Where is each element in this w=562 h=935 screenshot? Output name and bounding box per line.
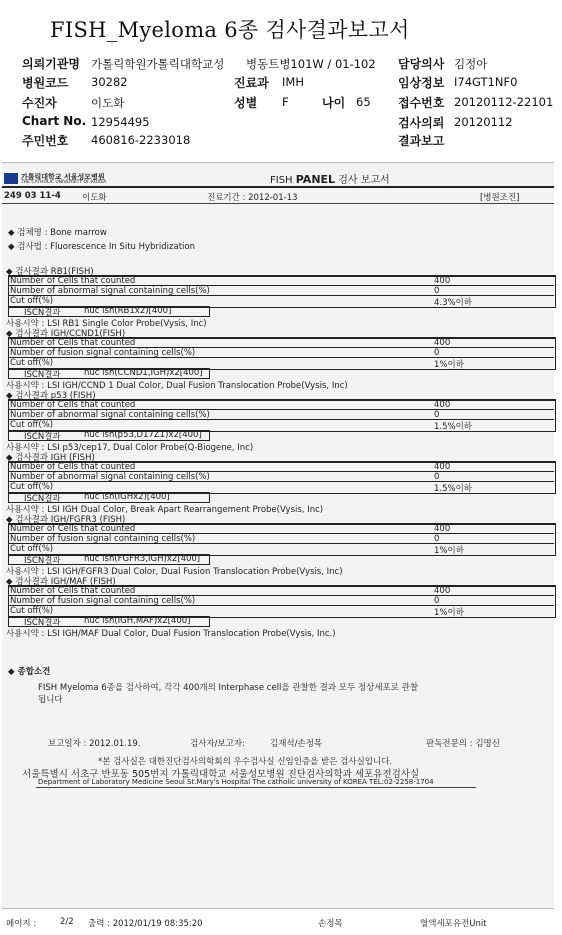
summary-line-1: FISH Myeloma 6종을 검사하여, 각각 400개의 Interphase cell을 관찰한 결과 모두 정상세포로 관찰 <box>38 683 419 693</box>
field-label-chart-no: Chart No. <box>22 114 87 128</box>
iscn-result: nuc ish(CCND1,IGH)x2[400] <box>84 368 203 378</box>
lab-unit: 혈액세포유전Unit <box>420 919 487 929</box>
row-value: 400 <box>434 338 451 348</box>
field-value-sex: F <box>282 95 289 109</box>
iscn-label: ISCN결과 <box>24 618 61 628</box>
reporter-label: 검사자/보고자: <box>190 739 245 749</box>
hospital-name-en: THE CATHOLIC UNIVERSITY OF KOREA <box>21 180 107 185</box>
field-label-request-date: 검사의뢰 <box>398 116 445 130</box>
lab-department-en: Department of Laboratory Medicine Seoul St.Mary's Hospital The catholic university of KOREA TEL:02-2258-1704 <box>38 778 434 786</box>
row-value: 0 <box>434 472 440 482</box>
hospital-name: 가톨릭대학교 서울성모병원 <box>21 173 105 181</box>
hospital-logo <box>4 173 18 184</box>
row-value: 1.5%이하 <box>434 484 473 494</box>
row-value: 0 <box>434 596 440 606</box>
row-value: 1%이하 <box>434 608 464 618</box>
page-label: 페이지 : <box>6 919 37 929</box>
row-label: Number of Cells that counted <box>10 400 136 410</box>
probe-reagent: 사용시약 : LSI IGH Dual Color, Break Apart Rearrangement Probe(Vysis, Inc) <box>6 505 324 515</box>
row-value: 1.5%이하 <box>434 422 473 432</box>
field-label-patient: 수진자 <box>22 96 57 110</box>
probe-reagent: 사용시약 : LSI IGH/MAF Dual Color, Dual Fusion Translocation Probe(Vysis, Inc.) <box>6 629 336 639</box>
row-value: 400 <box>434 524 451 534</box>
section-title: ◆ 검사결과 IGH/FGFR3 (FISH) <box>6 515 126 525</box>
row-label: Number of Cells that counted <box>10 524 136 534</box>
specialist: 판독전문의 : 김명신 <box>426 739 500 749</box>
care-period: 진료기간 : 2012-01-13 <box>207 193 298 203</box>
field-value-hospital-code: 30282 <box>91 75 128 89</box>
field-value-institution: 가톨릭학원가톨릭대학교성 <box>91 57 225 71</box>
divider <box>2 186 554 188</box>
probe-reagent: 사용시약 : LSI RB1 Single Color Probe(Vysis, Inc) <box>6 319 207 329</box>
field-value-receipt-no: 20120112-22101 <box>454 95 554 109</box>
lab-address: 서울특별시 서초구 반포동 505번지 가톨릭대학교 서울성모병원 진단검사의학과 세포유전검사실 <box>22 769 420 780</box>
row-value: 400 <box>434 400 451 410</box>
print-timestamp: 출력 : 2012/01/19 08:35:20 <box>88 919 203 929</box>
probe-reagent: 사용시약 : LSI IGH/CCND 1 Dual Color, Dual Fusion Translocation Probe(Vysis, Inc) <box>6 381 348 391</box>
field-label-clinical-info: 임상정보 <box>398 76 445 90</box>
row-label: Number of fusion signal containing cells(%) <box>10 348 196 358</box>
patient-name: 이도화 <box>82 193 107 203</box>
row-value: 1%이하 <box>434 360 464 370</box>
department-tag: [병원조진] <box>480 193 520 203</box>
page-number: 2/2 <box>60 917 74 927</box>
field-label-institution: 의뢰기관명 <box>22 57 80 71</box>
row-label: Cut off(%) <box>10 420 54 430</box>
specimen: ◆ 검체명 : Bone marrow <box>8 228 107 238</box>
summary-title: ◆ 종합소견 <box>8 667 51 677</box>
divider <box>36 787 476 788</box>
field-label-resident-no: 주민번호 <box>22 134 69 148</box>
field-label-department: 진료과 <box>234 76 269 90</box>
field-label-result-report: 결과보고 <box>398 134 445 148</box>
scanned-report <box>2 162 554 929</box>
probe-reagent: 사용시약 : LSI p53/cep17, Dual Color Probe(Q-Biogene, Inc) <box>6 443 254 453</box>
row-value: 400 <box>434 586 451 596</box>
row-value: 0 <box>434 348 440 358</box>
field-value-clinical-info: I74GT1NF0 <box>454 75 518 89</box>
field-value-request-date: 20120112 <box>454 115 513 129</box>
row-label: Cut off(%) <box>10 606 54 616</box>
test-method: ◆ 검사법 : Fluorescence In Situ Hybridization <box>8 242 195 252</box>
iscn-label: ISCN결과 <box>24 308 61 318</box>
reporter-names: 김재석/손정목 <box>270 739 323 749</box>
iscn-label: ISCN결과 <box>24 556 61 566</box>
field-label-hospital-code: 병원코드 <box>22 76 69 90</box>
row-label: Cut off(%) <box>10 544 54 554</box>
row-label: Cut off(%) <box>10 482 54 492</box>
field-value-patient: 이도화 <box>91 96 125 110</box>
row-label: Number of fusion signal containing cells(%) <box>10 534 196 544</box>
section-title: ◆ 검사결과 IGH/MAF (FISH) <box>6 577 116 587</box>
field-label-receipt-no: 접수번호 <box>398 96 445 110</box>
field-label-sex: 성별 <box>234 96 258 110</box>
row-label: Cut off(%) <box>10 296 54 306</box>
row-label: Number of Cells that counted <box>10 462 136 472</box>
certification-note: *본 검사실은 대한진단검사의학회의 우수검사실 신임인증을 받은 검사실입니다. <box>98 757 393 767</box>
field-label-age: 나이 <box>322 96 346 110</box>
row-label: Number of fusion signal containing cells(%) <box>10 596 196 606</box>
row-value: 0 <box>434 410 440 420</box>
field-value-resident-no: 460816-2233018 <box>91 133 191 147</box>
divider <box>2 203 554 204</box>
iscn-result: nuc ish(RB1x2)[400] <box>84 306 172 316</box>
probe-reagent: 사용시약 : LSI IGH/FGFR3 Dual Color, Dual Fusion Translocation Probe(Vysis, Inc) <box>6 567 343 577</box>
row-label: Number of abnormal signal containing cells(%) <box>10 410 210 420</box>
section-title: ◆ 검사결과 RB1(FISH) <box>6 267 94 277</box>
patient-id: 249 03 11-4 <box>4 191 61 201</box>
iscn-result: nuc ish(p53,D17Z1)x2[400] <box>84 430 202 440</box>
row-label: Number of Cells that counted <box>10 276 136 286</box>
field-value-doctor: 김정아 <box>454 57 488 71</box>
row-value: 0 <box>434 534 440 544</box>
iscn-label: ISCN결과 <box>24 494 61 504</box>
row-value: 0 <box>434 286 440 296</box>
summary-line-2: 됩니다 <box>38 695 63 705</box>
iscn-label: ISCN결과 <box>24 370 61 380</box>
iscn-result: nuc ish(FGFR3,IGH)x2[400] <box>84 554 201 564</box>
field-label-doctor: 담당의사 <box>398 57 445 71</box>
field-value-age: 65 <box>356 95 371 109</box>
iscn-label: ISCN결과 <box>24 432 61 442</box>
row-value: 1%이하 <box>434 546 464 556</box>
iscn-result: nuc ish(IGH,MAF)x2[400] <box>84 616 191 626</box>
signer-name: 손정목 <box>318 919 343 929</box>
row-label: Cut off(%) <box>10 358 54 368</box>
row-label: Number of Cells that counted <box>10 586 136 596</box>
iscn-result: nuc ish(IGHx2)[400] <box>84 492 170 502</box>
field-value-department: IMH <box>282 75 304 89</box>
page-title: FISH_Myeloma 6종 검사결과보고서 <box>50 18 410 42</box>
field-value-chart-no: 12954495 <box>91 115 150 129</box>
row-value: 400 <box>434 462 451 472</box>
section-title: ◆ 검사결과 IGH (FISH) <box>6 453 95 463</box>
row-label: Number of abnormal signal containing cells(%) <box>10 286 210 296</box>
row-value: 400 <box>434 276 451 286</box>
report-title: FISH PANEL 검사 보고서 <box>270 173 390 186</box>
field-value-ward: 병동트병101W / 01-102 <box>246 57 376 71</box>
section-title: ◆ 검사결과 IGH/CCND1(FISH) <box>6 329 126 339</box>
section-title: ◆ 검사결과 p53 (FISH) <box>6 391 96 401</box>
report-date: 보고일자 : 2012.01.19. <box>48 739 141 749</box>
row-value: 4.3%이하 <box>434 298 473 308</box>
row-label: Number of Cells that counted <box>10 338 136 348</box>
row-label: Number of abnormal signal containing cells(%) <box>10 472 210 482</box>
